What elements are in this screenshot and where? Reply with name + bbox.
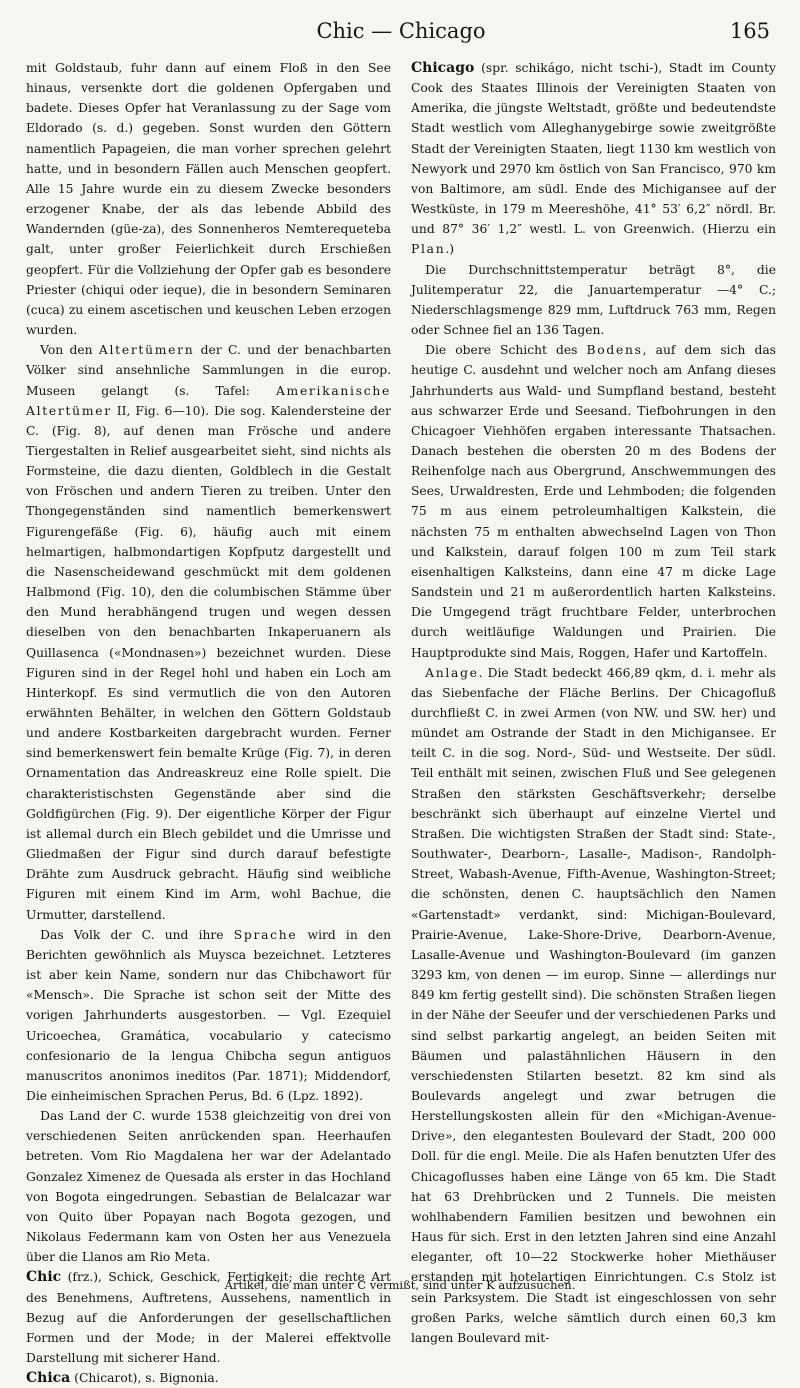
paragraph-antiquities: Von den Altertümern der C. und der benachbarten Völker sind ansehnliche Sammlungen in die europ. Museen gelangt (s. Tafel: Amerikanische Altertümer II, Fig. 6—10). Die sog. Kalendersteine der C. (Fig. 8), auf denen man Frösche und andere Tiergestalten in Relief ausgearbeitet sieht, sind nichts als Formsteine, die dazu dienten, Goldblech in die Gestalt von Fröschen und andern Tieren zu treiben. Unter den Thongegenständen sind namentlich bemerkenswert Figurengefäße (Fig. 6), häufig auch mit einem helmartigen, halbmondartigen Kopfputz dargestellt und die Nasenscheidewand geschmückt mit dem goldenen Halbmond (Fig. 10), den die columbischen Stämme über den Mund herabhängend trugen und wegen dessen dieselben von den benachbarten Inkaperuanern als Quillasenca («Mondnasen») bezeichnet wurden. Diese Figuren sind in der Regel hohl und haben ein Loch am Hinterkopf. Es sind vermutlich die von den Autoren erwähnten Behälter, in welchen den Göttern Goldstaub und andere Kostbarkeiten dargebracht wurden. Ferner sind bemerkenswert fein bemalte Krüge (Fig. 7), in deren Ornamentation das Andreaskreuz eine Rolle spielt. Die charakteristischsten Gegenstände aber sind die Goldfigürchen (Fig. 9). Der eigentliche Körper der Figur ist allemal durch ein Blech gebildet und die Umrisse und Gliedmaßen der Figur sind durch darauf befestigte Drähte zum Ausdruck gebracht. Häufig sind weibliche Figuren mit einem Kind im Arm, wohl Bachue, die Urmutter, darstellend. xyxy=(26,343,391,922)
paragraph-layout: Anlage. Die Stadt bedeckt 466,89 qkm, d. i. mehr als das Siebenfache der Fläche Berlins. Der Chicagofluß durchfließt C. in zwei Armen (von NW. und SW. her) und mündet am Ostrande der Stadt in den Michigansee. Er teilt C. in die sog. Nord-, Süd- und Westseite. Der südl. Teil enthält mit seinen, zwischen Fluß und See gelegenen Straßen den stärksten Geschäftsverkehr; derselbe beschränkt sich überhaupt auf einzelne Viertel und Straßen. Die wichtigsten Straßen der Stadt sind: State-, Southwater-, Dearborn-, Lasalle-, Madison-, Randolph-Street, Wabash-Avenue, Fifth-Avenue, Washington-Street; die schönsten, denen C. hauptsächlich den Namen «Gartenstadt» verdankt, sind: Michigan-Boulevard, Prairie-Avenue, Lake-Shore-Drive, Dearborn-Avenue, Lasalle-Avenue und Washington-Boulevard (im ganzen 3293 km, von denen — im europ. Sinne — allerdings nur 849 km fertig gestellt sind). Die schönsten Straßen liegen in der Nähe der Seeufer und der verschiedenen Parks und sind selbst parkartig angelegt, an beiden Seiten mit Bäumen und palastähnlichen Häusern in den verschiedensten Stilarten besetzt. 82 km sind als Boulevards angelegt und zwar betrugen die Herstellungskosten allein für den «Michigan-Avenue-Drive», den elegantesten Boulevard der Stadt, 200 000 Doll. für die engl. Meile. Die als Hafen benutzten Ufer des Chicagoflusses haben eine Länge von 65 km. Die Stadt hat 63 Drehbrücken und 2 Tunnels. Die meisten wohlhabendern Familien besitzen und bewohnen ein Haus für sich. Erst in den letzten Jahren sind eine Anzahl eleganter, oft 10—22 Stockwerke hoher Miethäuser erstanden mit hotelartigen Einrichtungen. C.s Stolz ist sein Parksystem. Die Stadt ist eingeschlossen von sehr großen Parks, welche sämtlich durch einen 60,3 km langen Boulevard mit- xyxy=(411,665,776,1345)
headword-chicago: Chicago xyxy=(411,60,475,76)
running-title: Chic — Chicago xyxy=(316,19,486,43)
headword-chica: Chica xyxy=(26,1370,71,1387)
plan-reference: Plan xyxy=(411,242,446,257)
entry-chicago: Chicago (spr. schikágo, nicht tschi-), Stadt im County Cook des Staates Illinois der Vereinigten Staaten von Amerika, die jüngste Weltstadt, größte und bedeutendste Stadt westlich vom Alleghanygebirge sowie zweitgrößte Stadt der Vereinigten Staaten, liegt 1130 km westlich von Newyork und 2970 km östlich von San Francisco, 970 km von Baltimore, am südl. Ende des Michigansee auf der Westküste, in 179 m Meereshöhe, 41° 53′ 6,2″ nördl. Br. und 87° 36′ 1,2″ westl. L. von Greenwich. (Hierzu ein Plan.) xyxy=(411,60,776,257)
keyword-sprache: Sprache xyxy=(233,927,298,942)
paragraph-sacrifices: mit Goldstaub, fuhr dann auf einem Floß in den See hinaus, versenkte dort die goldenen Opfergaben und badete. Dieses Opfer hat Veranlassung zu der Sage vom Eldorado (s. d.) gegeben. Sonst wurden den Göttern namentlich Papageien, die man vorher sprechen gelehrt hatte, und in besondern Fällen auch Menschen geopfert. Alle 15 Jahre wurde ein zu diesem Zwecke besonders erzogener Knabe, der als das lebende Abbild des Wandernden (güe-za), des Sonnenheros Nemterequeteba galt, unter großer Feierlichkeit durch Erschießen geopfert. Für die Vollziehung der Opfer gab es besondere Priester (chiqui oder ieque), die in besondern Seminaren (cuca) zu einem ascetischen und keuschen Leben erzogen wurden. xyxy=(26,61,391,338)
left-column xyxy=(26,58,392,1387)
entry-chica: Chica (Chicarot), s. Bignonia. xyxy=(26,1370,219,1387)
paragraph-climate: Die Durchschnittstemperatur beträgt 8°, die Julitemperatur 22, die Januartemperatur —4° C.; Niederschlagsmenge 829 mm, Luftdruck 763 mm, Regen oder Schnee fiel an 136 Tagen. xyxy=(411,262,776,338)
headword-chic: Chic xyxy=(26,1269,62,1286)
right-column xyxy=(411,58,776,1345)
plate-reference: Amerikanische Altertümer xyxy=(26,383,391,418)
entry-chic: Chic (frz.), Schick, Geschick, Fertigkeit; die rechte Art des Benehmens, Auftretens, Aussehens, namentlich in Bezug auf die Anforderungen der gesellschaftlichen Formen und der Mode; in der Malerei effektvolle Darstellung mit sicherer Hand. xyxy=(26,1269,391,1365)
page-number: 165 xyxy=(729,19,770,43)
paragraph-language: Das Volk der C. und ihre Sprache wird in den Berichten gewöhnlich als Muysca bezeichnet. Letzteres ist aber kein Name, sondern nur das Chibchawort für «Mensch». Die Sprache ist schon seit der Mitte des vorigen Jahrhunderts ausgestorben. — Vgl. Ezequiel Uricoechea, Gramática, vocabulario y catecismo confesionario de la lengua Chibcha segun antiguos manuscritos anonimos ineditos (Par. 1871); Middendorf, Die einheimischen Sprachen Perus, Bd. 6 (Lpz. 1892). xyxy=(26,927,392,1103)
page-footnote: Artikel, die man unter C vermißt, sind unter K aufzusuchen. xyxy=(224,1278,576,1292)
keyword-altertuemer: Altertümern xyxy=(98,343,195,358)
keyword-bodens: Bodens xyxy=(586,343,643,358)
keyword-anlage: Anlage xyxy=(425,665,479,680)
paragraph-soil: Die obere Schicht des Bodens, auf dem sich das heutige C. ausdehnt und welcher noch am Anfang dieses Jahrhunderts aus Wald- und Sumpfland bestand, besteht aus schwarzer Erde und Seesand. Tiefbohrungen in den Chicagoer Viehhöfen ergaben interessante Thatsachen. Danach bestehen die obersten 20 m des Bodens der Reihenfolge nach aus Obergrund, Anschwemmungen des Sees, Urwaldresten, Erde und Lehmboden; die folgenden 75 m aus einem petroleumhaltigen Kalkstein, die nächsten 75 m enthalten abwechselnd Lagen von Thon und Kalkstein, darauf folgen 100 m zum Teil stark eisenhaltigen Kalksteins, dann eine 47 m dicke Lage Sandstein und 21 m außerordentlich harten Kalksteins. Die Umgegend trägt fruchtbare Felder, unterbrochen durch weitläufige Waldungen und Prairien. Die Hauptprodukte sind Mais, Roggen, Hafer und Kartoffeln. xyxy=(411,343,776,660)
paragraph-conquest: Das Land der C. wurde 1538 gleichzeitig von drei von verschiedenen Seiten anrückenden span. Heerhaufen betreten. Vom Rio Magdalena her war der Adelantado Gonzalez Ximenez de Quesada als erster in das Hochland von Bogota eingedrungen. Sebastian de Belalcazar war von Quito über Popayan nach Bogota gezogen, und Nikolaus Federmann kam von Osten her aus Venezuela über die Llanos am Rio Meta. xyxy=(26,1109,391,1265)
running-head xyxy=(26,16,776,46)
